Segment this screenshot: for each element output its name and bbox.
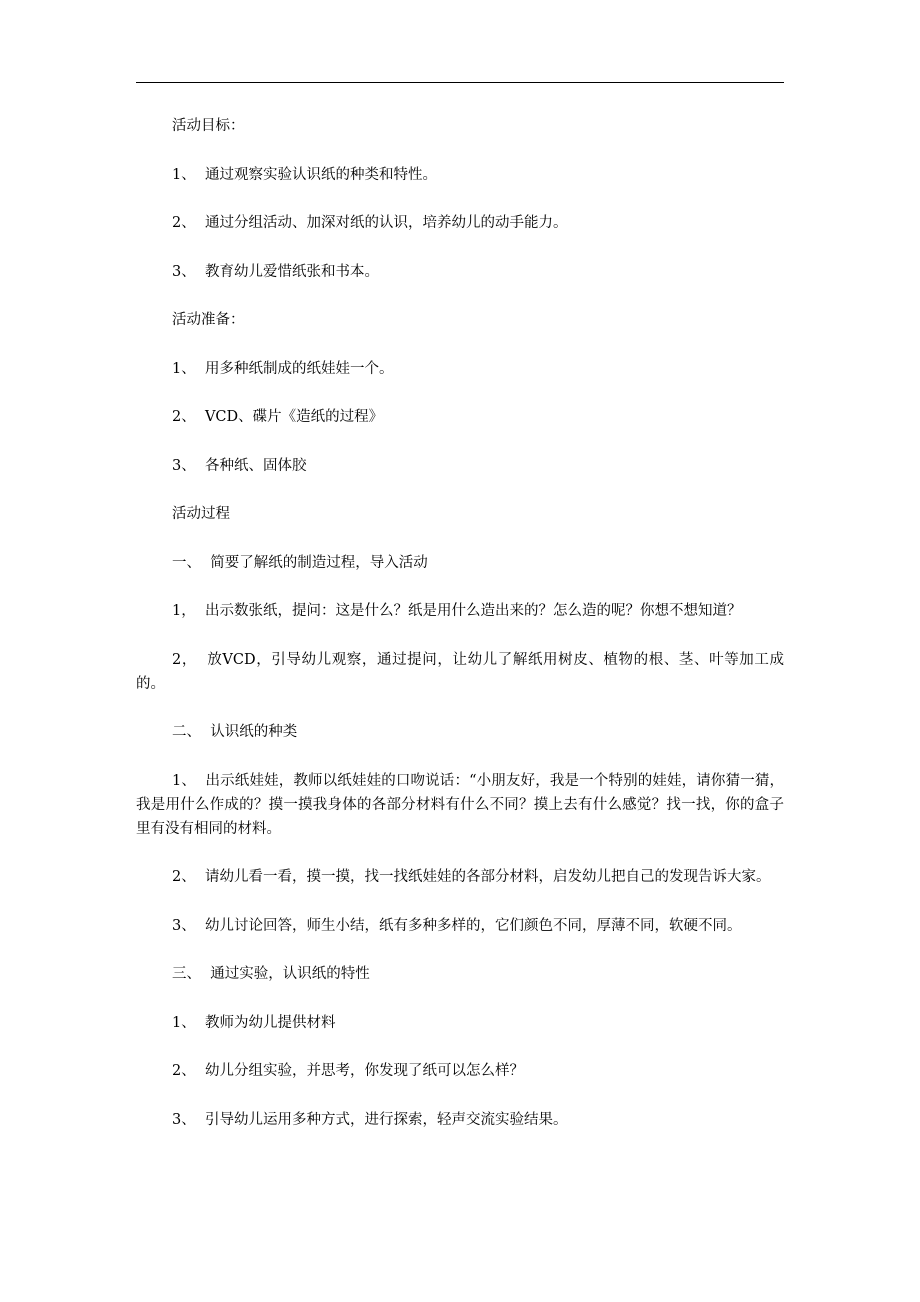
section-3-step-2: 2、 幼儿分组实验，并思考，你发现了纸可以怎么样？ [172,1063,524,1079]
heading-preparation: 活动准备： [172,312,245,328]
goal-item-1: 1、 通过观察实验认识纸的种类和特性。 [172,166,437,183]
document-body [136,114,784,1156]
section-3-step-3: 3、 引导幼儿运用多种方式，进行探索，轻声交流实验结果。 [172,1111,568,1128]
prep-item-1: 1、 用多种纸制成的纸娃娃一个。 [172,360,394,377]
section-3-title: 三、 通过实验，认识纸的特性 [172,966,370,982]
section-2-title: 二、 认识纸的种类 [172,724,298,740]
heading-process: 活动过程 [172,506,230,522]
section-1-step-1: 1， 出示数张纸，提问：这是什么？纸是用什么造出来的？怎么造的呢？你想不想知道？ [172,603,742,619]
header-rule [136,82,784,83]
prep-item-3: 3、 各种纸、固体胶 [172,457,307,474]
goal-item-3: 3、 教育幼儿爱惜纸张和书本。 [172,263,379,280]
prep-item-2: 2、 VCD、碟片《造纸的过程》 [172,409,384,425]
section-2-step-2: 2、 请幼儿看一看，摸一摸，找一找纸娃娃的各部分材料，启发幼儿把自己的发现告诉大家。 [172,869,771,885]
section-2-step-1: 1、 出示纸娃娃，教师以纸娃娃的口吻说话：“小朋友好，我是一个特别的娃娃，请你猜一猜，我是用什么作成的？摸一摸我身体的各部分材料有什么不同？摸上去有什么感觉？找一找，你的盒子里有没有相同的材料。 [136,772,784,837]
section-1-step-2: 2， 放VCD，引导幼儿观察，通过提问，让幼儿了解纸用树皮、植物的根、茎、叶等加工成的。 [136,651,784,692]
heading-goals: 活动目标： [172,118,245,134]
goal-item-2: 2、 通过分组活动、加深对纸的认识，培养幼儿的动手能力。 [172,215,568,231]
section-1-title: 一、 简要了解纸的制造过程，导入活动 [172,554,428,571]
section-3-step-1: 1、 教师为幼儿提供材料 [172,1014,336,1031]
section-2-step-3: 3、 幼儿讨论回答，师生小结，纸有多种多样的，它们颜色不同，厚薄不同，软硬不同。 [172,917,742,934]
